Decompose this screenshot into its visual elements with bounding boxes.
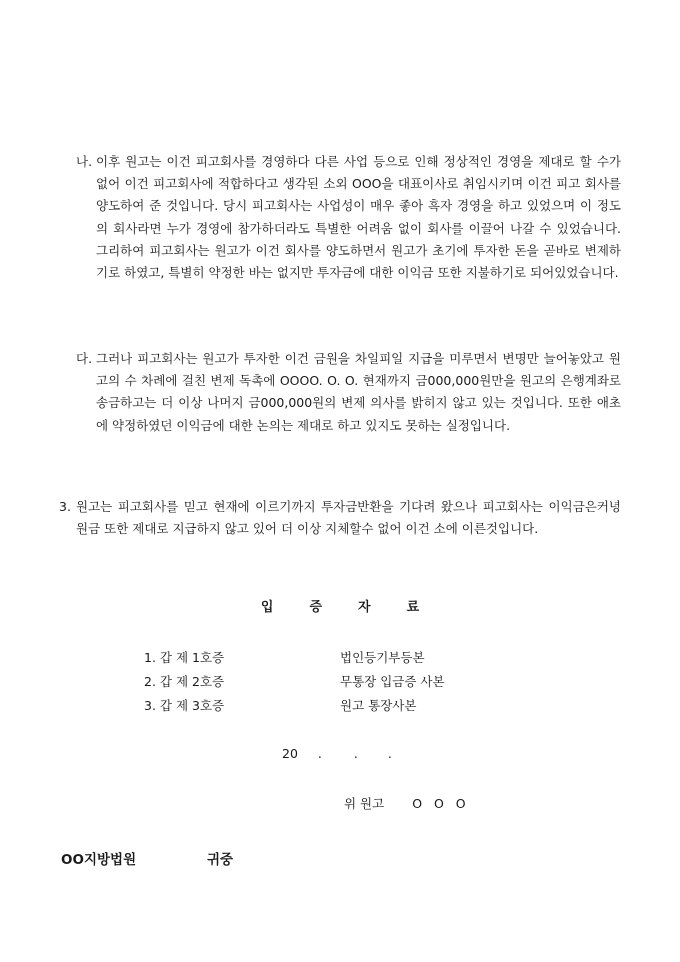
- paragraph-text: 원고는 피고회사를 믿고 현재에 이르기까지 투자금반환을 기다려 왔으나 피고회사는 이익금은커녕 원금 또한 제대로 지급하지 않고 있어 더 이상 지체할수 없어 이건 소에 이른것입니다.: [76, 499, 621, 537]
- evidence-title-char: 입: [260, 600, 274, 615]
- signer-role: 위 원고: [344, 796, 385, 811]
- date-year: 20: [282, 746, 298, 761]
- evidence-title: [0, 596, 680, 615]
- evidence-number: 3. 갑 제 3호증: [144, 698, 225, 713]
- sub-item-marker: 다.: [76, 351, 93, 366]
- evidence-item: [144, 648, 544, 668]
- evidence-number: 2. 갑 제 2호증: [144, 674, 225, 689]
- evidence-title-char: 료: [406, 600, 420, 615]
- evidence-item: [144, 672, 544, 692]
- evidence-title-char: 증: [309, 600, 322, 615]
- paragraph-3: [59, 496, 621, 540]
- sub-item-da: [76, 348, 621, 437]
- sub-item-na: [76, 151, 621, 284]
- filing-date: [282, 746, 422, 761]
- evidence-title-char: 자: [358, 600, 371, 615]
- court-suffix: 귀중: [207, 852, 234, 868]
- sub-item-text: 그러나 피고회사는 원고가 투자한 이건 금원을 차일피일 지급을 미루면서 변명만 늘어놓았고 원고의 수 차례에 걸친 변제 독촉에 OOOO. O. O. 현재까지 금000,000원만을 원고의 은행계좌로 송금하고는 더 이상 나머지 금000,000원의 변제 의사를 밝히지 않고 있는 것입니다. 또한 애초에 약정하였던 이익금에 대한 논의는 제대로 하고 있지도 못하는 실정입니다.: [96, 351, 621, 433]
- evidence-number: 1. 갑 제 1호증: [144, 650, 225, 665]
- date-separator: .: [353, 746, 358, 761]
- court-name: OO지방법원: [61, 852, 137, 868]
- sub-item-text: 이후 원고는 이건 피고회사를 경영하다 다른 사업 등으로 인해 정상적인 경영을 제대로 할 수가 없어 이건 피고회사에 적합하다고 생각된 소외 OOO을 대표이사로 취임시키며 이건 피고 회사를 양도하여 준 것입니다. 당시 피고회사는 사업성이 매우 좋아 흑자 경영을 하고 있었으며 이 정도의 회사라면 누가 경영에 참가하더라도 특별한 어려움 없이 회사를 이끌어 나갈 수 있었습니다. 그리하여 피고회사는 원고가 이건 회사를 양도하면서 원고가 초기에 투자한 돈을 곧바로 변제하기로 하였고, 특별히 약정한 바는 없지만 투자금에 대한 이익금 또한 지불하기로 되어있었습니다.: [96, 154, 621, 281]
- evidence-document: 법인등기부등본: [340, 650, 425, 665]
- sub-item-marker: 나.: [76, 154, 93, 169]
- evidence-document: 무통장 입금증 사본: [340, 674, 445, 689]
- evidence-document: 원고 통장사본: [340, 698, 417, 713]
- signer: [344, 794, 544, 812]
- date-separator: .: [387, 746, 392, 761]
- paragraph-marker: 3.: [59, 499, 71, 514]
- signer-name: O O O: [412, 796, 470, 811]
- evidence-item: [144, 696, 544, 716]
- date-separator: .: [317, 746, 322, 761]
